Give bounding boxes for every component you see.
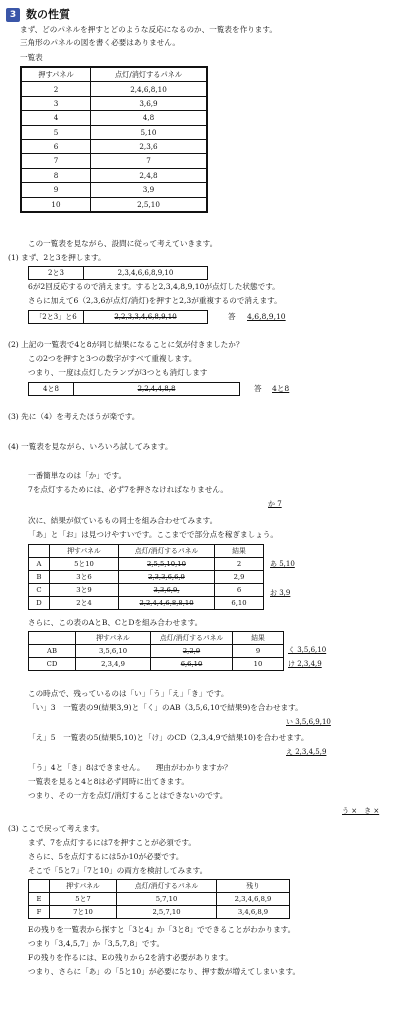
q2-box xyxy=(28,382,240,396)
q5-line-7: つまり、さらに「あ」の「5と10」が必要になり、押す数が増えてしまいます。 xyxy=(28,967,301,976)
cell: 5と10 xyxy=(50,558,119,571)
col-header: 点灯/消灯するパネル xyxy=(117,880,217,893)
q4-line-7: 「い」3 一覧表の9(結果3,9)と「く」のAB（3,5,6,10で結果9)を合わせます。 xyxy=(28,703,303,712)
col-header xyxy=(29,545,50,558)
q4-line-2: 7を点灯するためには、必ず7を押さなければなりません。 xyxy=(28,485,228,494)
box-cell: 2,2,3,3,4,6,8,9,10 xyxy=(83,311,207,323)
q4-line-10: 一覧表を見ると4と8は必ず同時に出てきます。 xyxy=(28,777,189,786)
q3-note: (3) 先に（4）を考えたほうが楽です。 xyxy=(8,412,140,421)
answer-ku: く 3,5,6,10 xyxy=(288,646,327,654)
table-header-row xyxy=(21,67,207,82)
col-header: 結果 xyxy=(215,545,264,558)
q1-box-2 xyxy=(28,310,208,324)
cell: 10 xyxy=(233,658,284,671)
cell: 2,2,9 xyxy=(151,645,233,658)
cell: 4 xyxy=(21,111,91,125)
cell: C xyxy=(29,584,50,597)
q4-line-9: 「う」4と「き」8はできません。 理由がわかりますか？ xyxy=(28,763,232,772)
q4-line-8: 「え」5 一覧表の5(結果5,10)と「け」のCD（2,3,4,9で結果10)を合わせます。 xyxy=(28,733,309,742)
table-row xyxy=(21,197,207,212)
cell: D xyxy=(29,597,50,610)
cell: 7 xyxy=(91,154,208,168)
cell: 7と10 xyxy=(50,906,117,919)
cell: 3,5,6,10 xyxy=(76,645,151,658)
cell: 6 xyxy=(21,139,91,153)
cell: 2と4 xyxy=(50,597,119,610)
combination-table-3 xyxy=(28,879,290,919)
table-row xyxy=(29,906,290,919)
q1-answer-label: 答 xyxy=(228,312,236,321)
cell: 6 xyxy=(215,584,264,597)
cell: 3,9 xyxy=(91,183,208,197)
cell: 2,4,8 xyxy=(91,168,208,182)
cell: 2,3,6 xyxy=(91,139,208,153)
col-header: 押すパネル xyxy=(50,880,117,893)
box-cell: 2と3 xyxy=(48,269,64,277)
q1-title: (1) まず、2と3を押します。 xyxy=(8,253,106,262)
cell: 6,6,10 xyxy=(151,658,233,671)
answer-ka: か 7 xyxy=(268,500,282,508)
table-row xyxy=(21,168,207,182)
q4-line-4: 「あ」と「お」は見つけやすいです。ここまでで部分点を稼ぎましょう。 xyxy=(28,530,278,539)
cell: 5,10 xyxy=(91,125,208,139)
cell: 3,3,6,9, xyxy=(119,584,215,597)
q5-line-1: まず、7を点灯するには7を押すことが必須です。 xyxy=(28,838,196,847)
table-row xyxy=(29,645,284,658)
lead-text: この一覧表を見ながら、設問に従って考えていきます。 xyxy=(28,239,218,248)
col-header: 押すパネル xyxy=(21,67,91,82)
intro-line-1: まず、どのパネルを押すとどのような反応になるのか、一覧表を作ります。 xyxy=(20,25,277,34)
cell: 3,4,6,8,9 xyxy=(217,906,290,919)
table-row xyxy=(29,571,264,584)
table-row xyxy=(29,893,290,906)
box-cell: 「2と3」と6 xyxy=(35,313,77,321)
table-row xyxy=(21,154,207,168)
q5-line-2: さらに、5を点灯するには5か10が必要です。 xyxy=(28,852,184,861)
cell: 2,3,3,6,6,9 xyxy=(119,571,215,584)
cell: 2 xyxy=(21,82,91,96)
q5-line-4: Eの残りを一覧表から探すと「3と4」か「3と8」でできることがわかります。 xyxy=(28,925,296,934)
cell: 2,4,6,8,10 xyxy=(91,82,208,96)
q5-line-3: そこで「5と7」「7と10」の両方を検討してみます。 xyxy=(28,866,208,875)
q4-line-11: つまり、その一方を点灯/消灯することはできないのです。 xyxy=(28,791,228,800)
cell: 5と7 xyxy=(50,893,117,906)
cell: 2,5,5,10,10 xyxy=(119,558,215,571)
q4-line-5: さらに、この表のAとB、CとDを組み合わせます。 xyxy=(28,618,203,627)
answer-a: あ 5,10 xyxy=(270,560,295,568)
q4-line-1: 一番簡単なのは「か」です。 xyxy=(28,471,127,480)
cell: CD xyxy=(29,658,76,671)
cell: 8 xyxy=(21,168,91,182)
col-header: 点灯/消灯するパネル xyxy=(119,545,215,558)
q4-title: (4) 一覧表を見ながら、いろいろ試してみます。 xyxy=(8,442,173,451)
section-title: 数の性質 xyxy=(26,8,70,21)
table-header-row xyxy=(29,632,284,645)
answer-o: お 3,9 xyxy=(270,589,291,597)
panel-table xyxy=(20,66,208,213)
q2-answer-label: 答 xyxy=(254,384,262,393)
answer-u-ki: う × き × xyxy=(342,807,380,815)
cell: 2,2,4,4,6,8,8,10 xyxy=(119,597,215,610)
cell: 5,7,10 xyxy=(117,893,217,906)
cell: 6,10 xyxy=(215,597,264,610)
col-header: 押すパネル xyxy=(76,632,151,645)
col-header: 結果 xyxy=(233,632,284,645)
table-row xyxy=(21,111,207,125)
col-header xyxy=(29,880,50,893)
q2-title: (2) 上記の一覧表で4と8が同じ結果になることに気が付きましたか？ xyxy=(8,340,244,349)
col-header xyxy=(29,632,76,645)
col-header: 点灯/消灯するパネル xyxy=(151,632,233,645)
table-row xyxy=(21,82,207,96)
cell: 2 xyxy=(215,558,264,571)
q1-box-1 xyxy=(28,266,208,280)
table-row xyxy=(21,96,207,110)
q4-line-6: この時点で、残っているのは「い」「う」「え」「き」です。 xyxy=(28,689,229,698)
col-header: 押すパネル xyxy=(50,545,119,558)
q2-line-2: つまり、一度は点灯したランプが3つとも消灯します xyxy=(28,368,208,377)
table-row xyxy=(29,658,284,671)
box-cell: 2,2,4,4,8,8 xyxy=(73,383,239,395)
table-row xyxy=(29,597,264,610)
cell: 2,3,4,9 xyxy=(76,658,151,671)
cell: 10 xyxy=(21,197,91,212)
table-row xyxy=(29,558,264,571)
cell: AB xyxy=(29,645,76,658)
cell: 9 xyxy=(21,183,91,197)
cell: 9 xyxy=(233,645,284,658)
cell: 2,5,10 xyxy=(91,197,208,212)
cell: E xyxy=(29,893,50,906)
table-row xyxy=(29,584,264,597)
table-header-row xyxy=(29,880,290,893)
q1-answer: 4,6,8,9,10 xyxy=(247,312,286,321)
combination-table-1 xyxy=(28,544,264,610)
cell: B xyxy=(29,571,50,584)
col-header: 点灯/消灯するパネル xyxy=(91,67,208,82)
cell: 5 xyxy=(21,125,91,139)
q5-title: (3) ここで戻って考えます。 xyxy=(8,824,105,833)
cell: 3 xyxy=(21,96,91,110)
answer-ke: け 2,3,4,9 xyxy=(288,660,322,668)
table-row xyxy=(21,183,207,197)
cell: A xyxy=(29,558,50,571)
combination-table-2 xyxy=(28,631,284,671)
col-header: 残り xyxy=(217,880,290,893)
q5-line-5: つまり「3,4,5,7」か「3,5,7,8」です。 xyxy=(28,939,165,948)
table-row xyxy=(21,139,207,153)
cell: 2,3,4,6,8,9 xyxy=(217,893,290,906)
cell: F xyxy=(29,906,50,919)
table1-caption: 一覧表 xyxy=(20,53,43,62)
section-header xyxy=(6,6,70,23)
cell: 4,8 xyxy=(91,111,208,125)
q2-line-1: この2つを押すと3つの数字がすべて重複します。 xyxy=(28,354,197,363)
box-cell: 2,3,4,6,6,8,9,10 xyxy=(83,267,207,279)
cell: 3と9 xyxy=(50,584,119,597)
cell: 3と6 xyxy=(50,571,119,584)
answer-i: い 3,5,6,9,10 xyxy=(286,718,331,726)
table-header-row xyxy=(29,545,264,558)
q1-line-1: 6が2回反応するので消えます。すると2,3,4,8,9,10が点灯した状態です。 xyxy=(28,282,280,291)
cell: 2,5,7,10 xyxy=(117,906,217,919)
q1-line-2: さらに加えて6（2,3,6が点灯/消灯)を押すと2,3が重複するので消えます。 xyxy=(28,296,282,305)
answer-e: え 2,3,4,5,9 xyxy=(286,748,327,756)
intro-line-2: 三角形のパネルの図を書く必要はありません。 xyxy=(20,38,180,47)
q5-line-6: Fの残りを作るには、Eの残りから2を消す必要があります。 xyxy=(28,953,233,962)
cell: 2,9 xyxy=(215,571,264,584)
table-row xyxy=(21,125,207,139)
q2-answer: 4と8 xyxy=(272,384,290,393)
section-number-badge: 3 xyxy=(6,8,20,22)
cell: 3,6,9 xyxy=(91,96,208,110)
cell: 7 xyxy=(21,154,91,168)
q4-line-3: 次に、結果が似ているもの同士を組み合わせてみます。 xyxy=(28,516,218,525)
box-cell: 4と8 xyxy=(43,385,59,393)
